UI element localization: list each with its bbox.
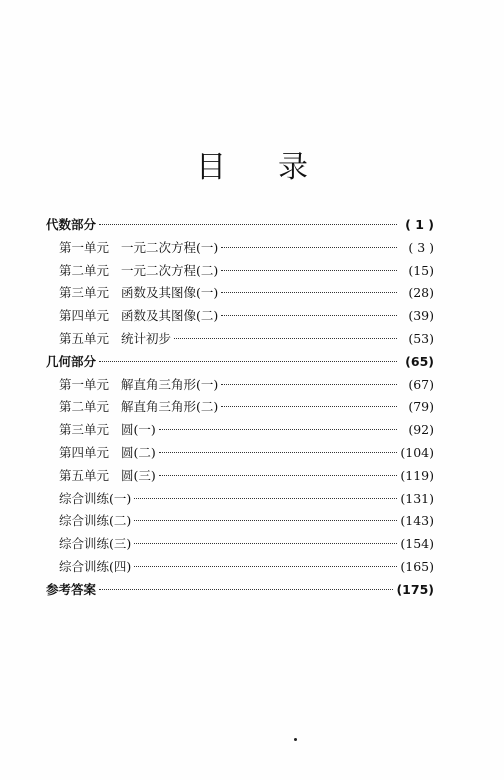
toc-section-title: 代数部分	[46, 217, 97, 232]
toc-entry-row	[46, 442, 434, 465]
toc-entry-title: 综合训练(三)	[59, 536, 132, 552]
toc-unit-label: 第三单元	[59, 285, 110, 301]
toc-entry-title: 综合训练(四)	[59, 558, 132, 574]
toc-section-title: 参考答案	[46, 581, 97, 597]
dot-leader	[99, 224, 397, 225]
dot-leader	[221, 315, 397, 316]
toc-page-number: (28)	[408, 285, 434, 301]
dot-leader	[221, 247, 397, 248]
toc-page-number: (79)	[408, 399, 434, 415]
page-title	[0, 142, 504, 186]
table-of-contents	[46, 214, 434, 602]
toc-entry-title: 圆(三)	[121, 467, 156, 483]
toc-entry-row	[46, 374, 434, 397]
toc-entry-row	[46, 237, 434, 260]
dot-leader	[134, 543, 397, 544]
toc-page-number: (39)	[408, 308, 434, 324]
toc-unit-label: 第四单元	[59, 308, 110, 324]
toc-entry-row	[46, 260, 434, 283]
toc-entry-row	[46, 282, 434, 305]
toc-section-row	[46, 351, 434, 374]
dot-leader	[174, 338, 397, 339]
toc-entry-title: 统计初步	[121, 330, 172, 346]
dot-leader	[134, 498, 397, 499]
dot-leader	[221, 270, 397, 271]
title-char-2: 录	[278, 150, 308, 185]
toc-page-number: (92)	[408, 422, 434, 438]
toc-entry-title: 函数及其图像(一)	[121, 285, 219, 301]
toc-page-number: (154)	[400, 536, 434, 552]
toc-page-number: ( 3 )	[408, 239, 434, 255]
toc-unit-label: 第二单元	[59, 399, 110, 415]
toc-page-number: (131)	[400, 490, 434, 506]
dot-leader	[99, 361, 397, 362]
toc-entry-row	[46, 396, 434, 419]
toc-entry-title: 综合训练(一)	[59, 490, 132, 506]
toc-section-row	[46, 579, 434, 602]
toc-section-row	[46, 214, 434, 237]
toc-entry-title: 解直角三角形(一)	[121, 376, 219, 392]
toc-page-number: (143)	[400, 513, 434, 529]
toc-page-number: (104)	[400, 444, 434, 460]
toc-section-title: 几何部分	[46, 353, 97, 369]
toc-entry-title: 综合训练(二)	[59, 513, 132, 529]
toc-entry-row	[46, 328, 434, 351]
toc-unit-label: 第二单元	[59, 262, 110, 278]
toc-entry-row	[46, 488, 434, 511]
dot-leader	[134, 520, 397, 521]
toc-entry-title: 解直角三角形(二)	[121, 399, 219, 415]
dot-leader	[221, 384, 397, 385]
toc-entry-row	[46, 419, 434, 442]
title-char-1: 目	[196, 150, 226, 185]
toc-unit-label: 第一单元	[59, 376, 110, 392]
toc-page-number: (67)	[408, 376, 434, 392]
dot-leader	[221, 406, 397, 407]
toc-entry-title: 一元二次方程(二)	[121, 262, 219, 278]
scan-speck	[294, 738, 297, 741]
toc-unit-label: 第四单元	[59, 444, 110, 460]
toc-entry-title: 圆(二)	[121, 444, 156, 460]
toc-entry-row	[46, 510, 434, 533]
toc-entry-row	[46, 533, 434, 556]
toc-entry-title: 圆(一)	[121, 422, 156, 438]
dot-leader	[221, 292, 397, 293]
toc-page-number: (53)	[408, 330, 434, 346]
toc-unit-label: 第三单元	[59, 422, 110, 438]
toc-page-number: (165)	[400, 558, 434, 574]
toc-unit-label: 第五单元	[59, 467, 110, 483]
toc-unit-label: 第一单元	[59, 239, 110, 255]
toc-entry-row	[46, 305, 434, 328]
toc-unit-label: 第五单元	[59, 330, 110, 346]
dot-leader	[159, 429, 397, 430]
toc-entry-row	[46, 465, 434, 488]
toc-entry-title: 函数及其图像(二)	[121, 308, 219, 324]
dot-leader	[159, 452, 397, 453]
toc-page-number: (175)	[396, 581, 434, 597]
dot-leader	[134, 566, 397, 567]
toc-entry-title: 一元二次方程(一)	[121, 239, 219, 255]
toc-page-number: ( 1 )	[405, 217, 434, 232]
toc-page-number: (65)	[405, 353, 434, 369]
toc-page-number: (119)	[400, 467, 434, 483]
toc-entry-row	[46, 556, 434, 579]
dot-leader	[159, 475, 397, 476]
toc-page-number: (15)	[408, 262, 434, 278]
dot-leader	[99, 589, 393, 590]
